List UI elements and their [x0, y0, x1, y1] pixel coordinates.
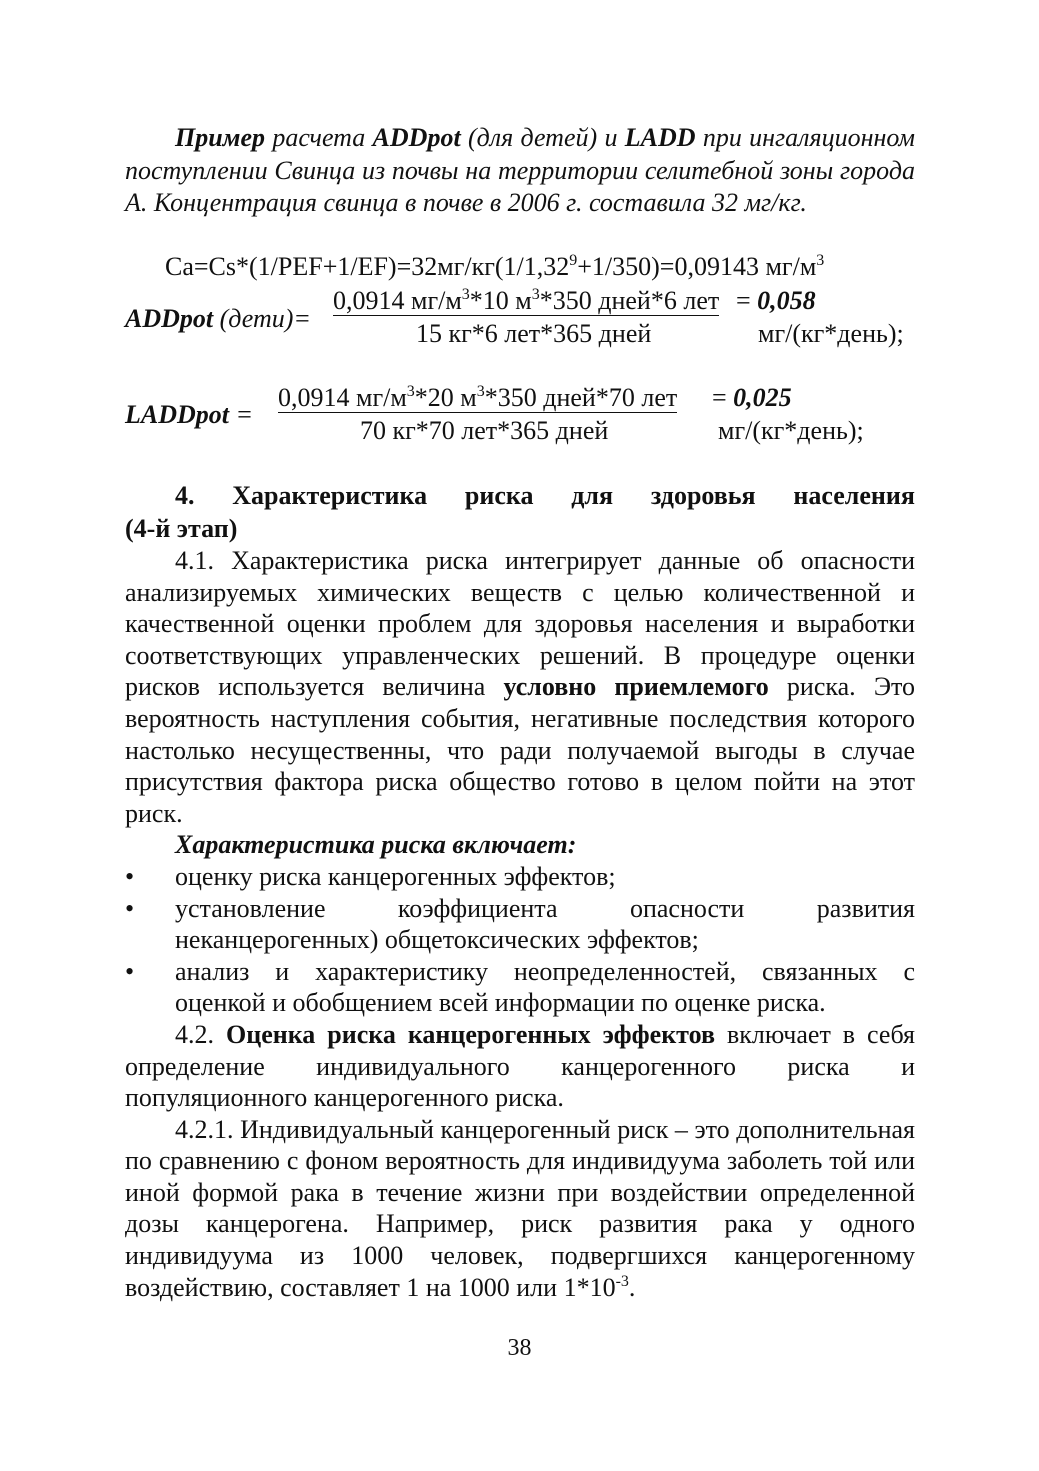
- bullet-icon: •: [125, 893, 135, 923]
- bullet-list: [125, 861, 915, 1019]
- section-heading-line2: (4-й этап): [125, 513, 238, 543]
- section-heading-line1: 4. Характеристика риска для здоровья населения: [175, 481, 915, 510]
- addpot-unit: мг/(кг*день);: [758, 319, 904, 348]
- paragraph-4-2-1: 4.2.1. Индивидуальный канцерогенный риск – это дополнительная по сравнению с фоном вероятность для индивидуума заболеть той или иной формой рака в течение жизни при воздействии определенной дозы канцерогена. Например, риск развития рака у одного индивидуума из 1000 человек, подвергшихся канцерогенному воздействию, составляет 1 на 1000 или $1*10^{-3}$.: [125, 1114, 915, 1302]
- laddpot-numerator: 0,0914 $мг/м^3*20$ $м^3*350$ дней*70 лет: [278, 383, 678, 412]
- bullet-icon: •: [125, 861, 135, 891]
- formula-ca: $Ca=Cs*(1/PEF+1/EF)=32мг/кг(1/1,32^9+1/350)=0,09143$ $мг/м^3$: [165, 252, 825, 281]
- section-heading: [125, 480, 915, 545]
- laddpot-label: LADDpot =: [125, 400, 254, 429]
- list-item: • анализ и характеристику неопределенностей, связанных с оценкой и обобщением всей информации по оценке риска.: [125, 956, 915, 1018]
- addpot-denominator: 15 кг*6 лет*365 дней: [416, 319, 652, 348]
- laddpot-unit: мг/(кг*день);: [718, 416, 864, 445]
- laddpot-result: = 0,025: [712, 383, 792, 412]
- page-number: 38: [507, 1335, 532, 1361]
- addpot-label: ADDpot (дети)=: [125, 304, 311, 333]
- paragraph-4-1: 4.1. Характеристика риска интегрирует данные об опасности анализируемых химических веществ с целью количественной и качественной оценки проблем для здоровья населения и выработки соответствующих управленческих решений. В процедуре оценки рисков используется величина условно приемлемого риска. Это вероятность наступления события, негативные последствия которого настолько несущественны, что ради получаемой выгоды в случае присутствия фактора риска общество готово в целом пойти на этот риск.: [125, 546, 915, 828]
- example-text: Пример расчета ADDpot (для детей) и LADD при ингаляционном поступлении Свинца из почвы на территории селитебной зоны города А. Концентрация свинца в почве в 2006 г. составила 32 мг/кг.: [125, 123, 915, 217]
- paragraph-4-2: 4.2. Оценка риска канцерогенных эффектов включает в себя определение индивидуального канцерогенного риска и популяционного канцерогенного риска.: [125, 1019, 915, 1113]
- example-paragraph: [125, 122, 915, 220]
- list-item: • установление коэффициента опасности развития неканцерогенных) общетоксических эффектов;: [125, 893, 915, 955]
- laddpot-denominator: 70 кг*70 лет*365 дней: [360, 416, 609, 445]
- bullet-icon: •: [125, 956, 135, 986]
- list-item: • оценку риска канцерогенных эффектов;: [125, 861, 616, 891]
- addpot-result: = 0,058: [736, 286, 816, 315]
- addpot-numerator: 0,0914 $мг/м^3*10$ $м^3*350$ дней*6 лет: [333, 286, 720, 315]
- body-text: [125, 545, 915, 1303]
- subheading-risk-includes: Характеристика риска включает:: [175, 830, 577, 860]
